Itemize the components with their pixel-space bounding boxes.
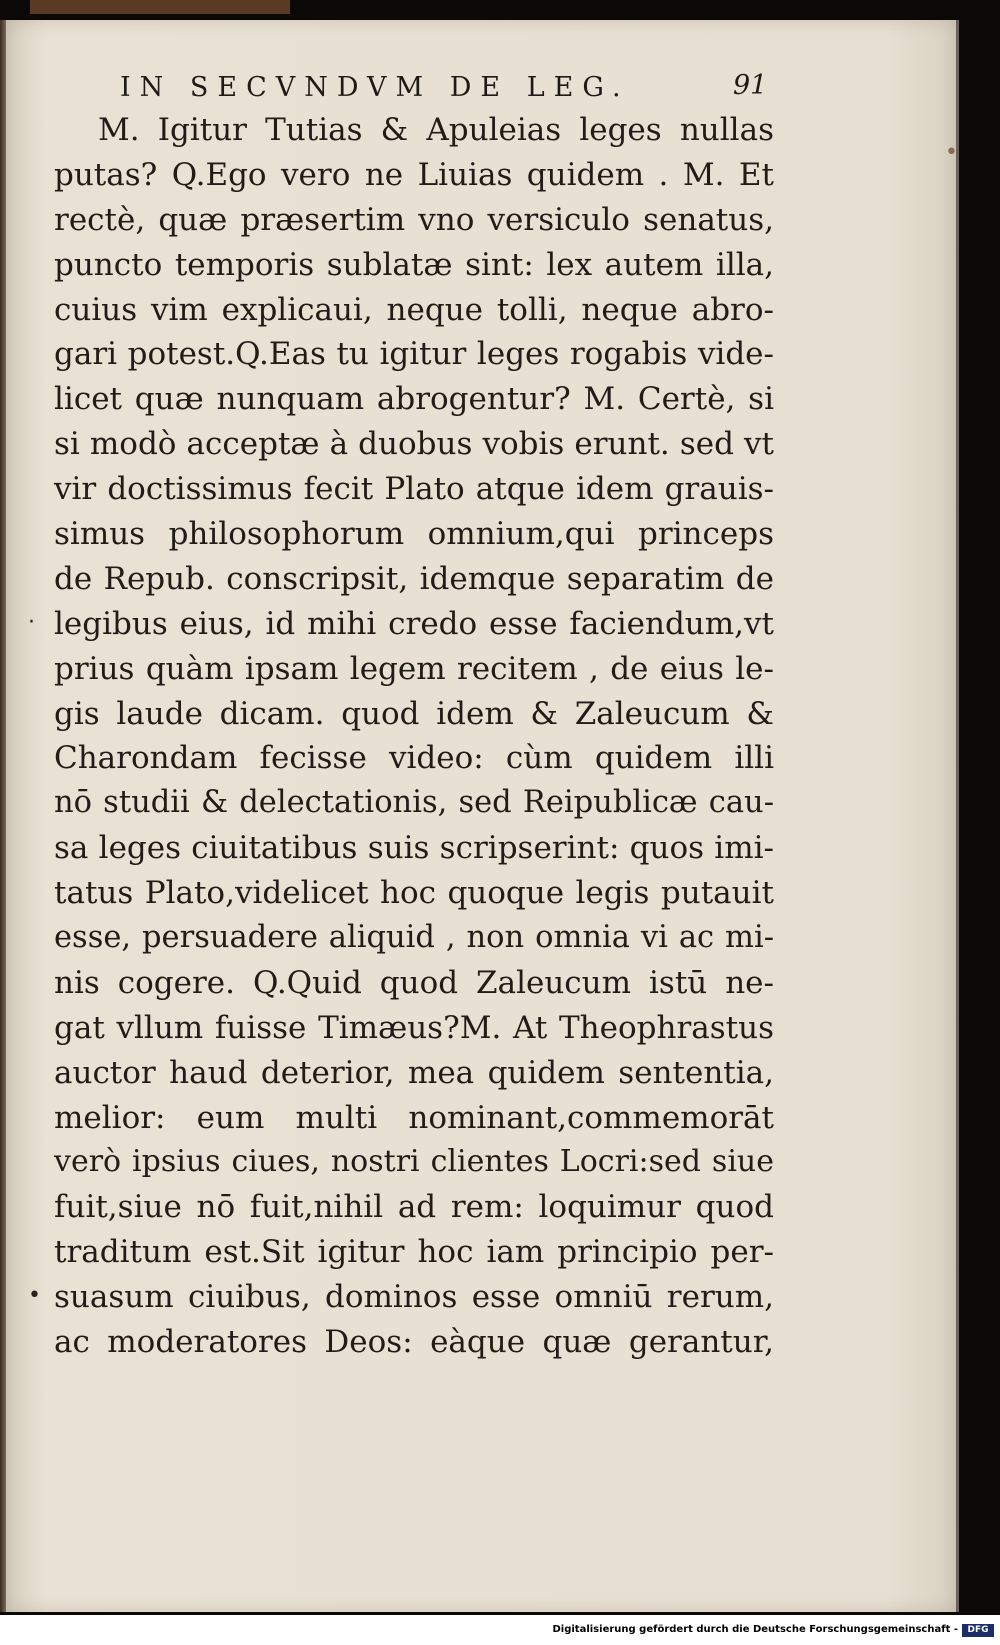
text-line: gari potest.Q.Eas tu igitur leges rogabis vide- bbox=[54, 336, 774, 373]
text-line: ac moderatores Deos: eàque quæ gerantur, bbox=[54, 1324, 774, 1361]
text-line: melior: eum multi nominant,commemorāt bbox=[54, 1099, 774, 1136]
margin-mark: • bbox=[945, 140, 958, 165]
text-line: suasum ciuibus, dominos esse omniū rerum, bbox=[54, 1279, 774, 1316]
text-line: nis cogere. Q.Quid quod Zaleucum istū ne- bbox=[54, 964, 774, 1001]
text-line: gat vllum fuisse Timæus?M. At Theophrastus bbox=[54, 1009, 774, 1046]
text-line: de Repub. conscripsit, idemque separatim de bbox=[54, 560, 774, 597]
text-line: Charondam fecisse video: cùm quidem illi bbox=[54, 740, 774, 777]
text-line: gis laude dicam. quod idem & Zaleucum & bbox=[54, 695, 774, 732]
text-line: sa leges ciuitatibus suis scripserint: quos imi- bbox=[54, 830, 774, 867]
text-line: legibus eius, id mihi credo esse faciendum,vt bbox=[54, 605, 774, 642]
text-line: simus philosophorum omnium,qui princeps bbox=[54, 516, 774, 553]
text-line: cuius vim explicaui, neque tolli, neque abro- bbox=[54, 291, 774, 328]
text-line: esse, persuadere aliquid , non omnia vi ac mi- bbox=[54, 920, 774, 956]
text-line: putas? Q.Ego vero ne Liuias quidem . M. Et bbox=[54, 156, 774, 193]
body-text bbox=[54, 108, 774, 1365]
page-number: 91 bbox=[733, 70, 768, 101]
dfg-logo: DFG bbox=[962, 1624, 994, 1637]
margin-mark: • bbox=[28, 1283, 41, 1308]
text-line: si modò acceptæ à duobus vobis erunt. sed vt bbox=[54, 426, 774, 463]
text-line: prius quàm ipsam legem recitem , de eius le- bbox=[54, 650, 774, 687]
text-line: M. Igitur Tutias & Apuleias leges nullas bbox=[98, 112, 774, 148]
digitization-footer bbox=[0, 1615, 1000, 1645]
text-line: puncto temporis sublatæ sint: lex autem illa, bbox=[54, 246, 774, 283]
text-line: licet quæ nunquam abrogentur? M. Certè, si bbox=[54, 381, 774, 418]
text-line: nō studii & delectationis, sed Reipublicæ cau- bbox=[54, 785, 774, 821]
text-line: fuit,siue nō fuit,nihil ad rem: loquimur quod bbox=[54, 1189, 774, 1226]
text-line: traditum est.Sit igitur hoc iam principio per- bbox=[54, 1234, 774, 1271]
margin-mark: · bbox=[28, 610, 35, 635]
footer-credit: Digitalisierung gefördert durch die Deutsche Forschungsgemeinschaft - bbox=[552, 1624, 958, 1635]
running-title: IN SECVNDVM DE LEG. bbox=[120, 72, 630, 103]
text-line: verò ipsius ciues, nostri clientes Locri:sed siue bbox=[54, 1144, 774, 1180]
text-line: rectè, quæ præsertim vno versiculo senatus, bbox=[54, 201, 774, 238]
text-line: vir doctissimus fecit Plato atque idem grauis- bbox=[54, 471, 774, 508]
text-line: auctor haud deterior, mea quidem sententia, bbox=[54, 1054, 774, 1091]
binding-strip bbox=[30, 0, 290, 14]
text-line: tatus Plato,videlicet hoc quoque legis putauit bbox=[54, 875, 774, 912]
